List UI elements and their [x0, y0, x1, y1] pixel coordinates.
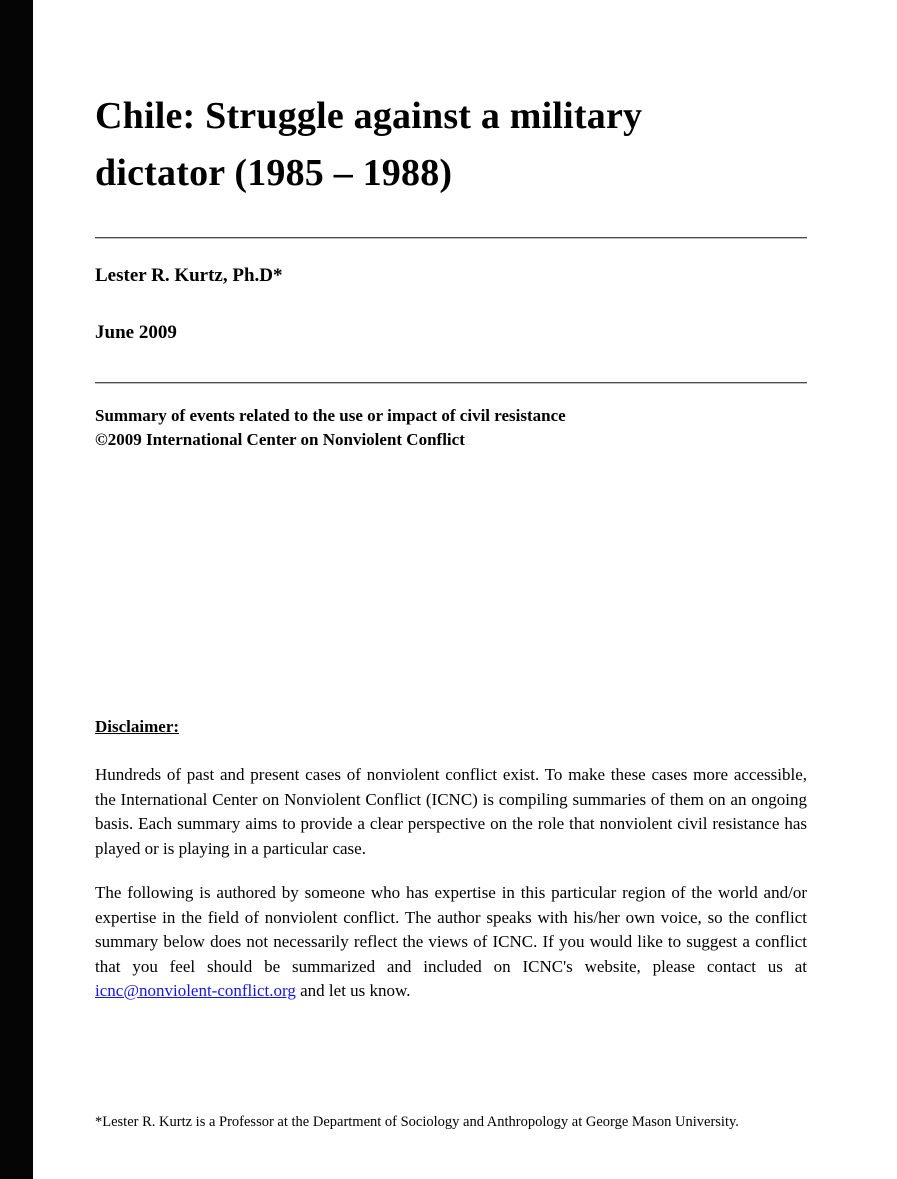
copyright-line: ©2009 International Center on Nonviolent Conflict: [95, 429, 465, 449]
disclaimer-heading-text: Disclaimer:: [95, 717, 180, 736]
scan-edge-bar: [0, 0, 33, 1179]
paragraph-2-text-after-link: and let us know.: [295, 981, 411, 1000]
page-title-line1: Chile: Struggle against a military: [95, 95, 643, 137]
disclaimer-paragraph-2: [95, 881, 807, 1004]
page-title-line2: dictator (1985 – 1988): [95, 152, 453, 194]
summary-note-line1: Summary of events related to the use or impact of civil resistance: [95, 406, 566, 425]
author-name: Lester R. Kurtz, Ph.D*: [95, 265, 283, 286]
summary-note: [95, 404, 807, 451]
disclaimer-paragraph-1: Hundreds of past and present cases of nonviolent conflict exist. To make these cases more accessible, the International Center on Nonviolent Conflict (ICNC) is compiling summaries of them on an ongoing basis. Each summary aims to provide a clear perspective on the role that nonviolent civil resistance has played or is playing in a particular case.: [95, 765, 807, 858]
author-footnote: *Lester R. Kurtz is a Professor at the Department of Sociology and Anthropology at George Mason University.: [95, 1114, 739, 1130]
page-title: [95, 88, 807, 202]
disclaimer-heading: [95, 715, 807, 738]
email-link[interactable]: icnc@nonviolent-conflict.org: [95, 981, 296, 1000]
paragraph-2-text-before-link: The following is authored by someone who has expertise in this particular region of the world and/or expertise in the field of nonviolent conflict. The author speaks with his/her own voice, so the conflict summary below does not necessarily reflect the views of ICNC. If you would like to suggest a conflict that you feel should be summarized and included on ICNC's website, please contact us at: [95, 883, 807, 976]
publication-date: June 2009: [95, 322, 177, 343]
horizontal-rule-bottom: [95, 382, 807, 384]
horizontal-rule-top: [95, 237, 807, 239]
